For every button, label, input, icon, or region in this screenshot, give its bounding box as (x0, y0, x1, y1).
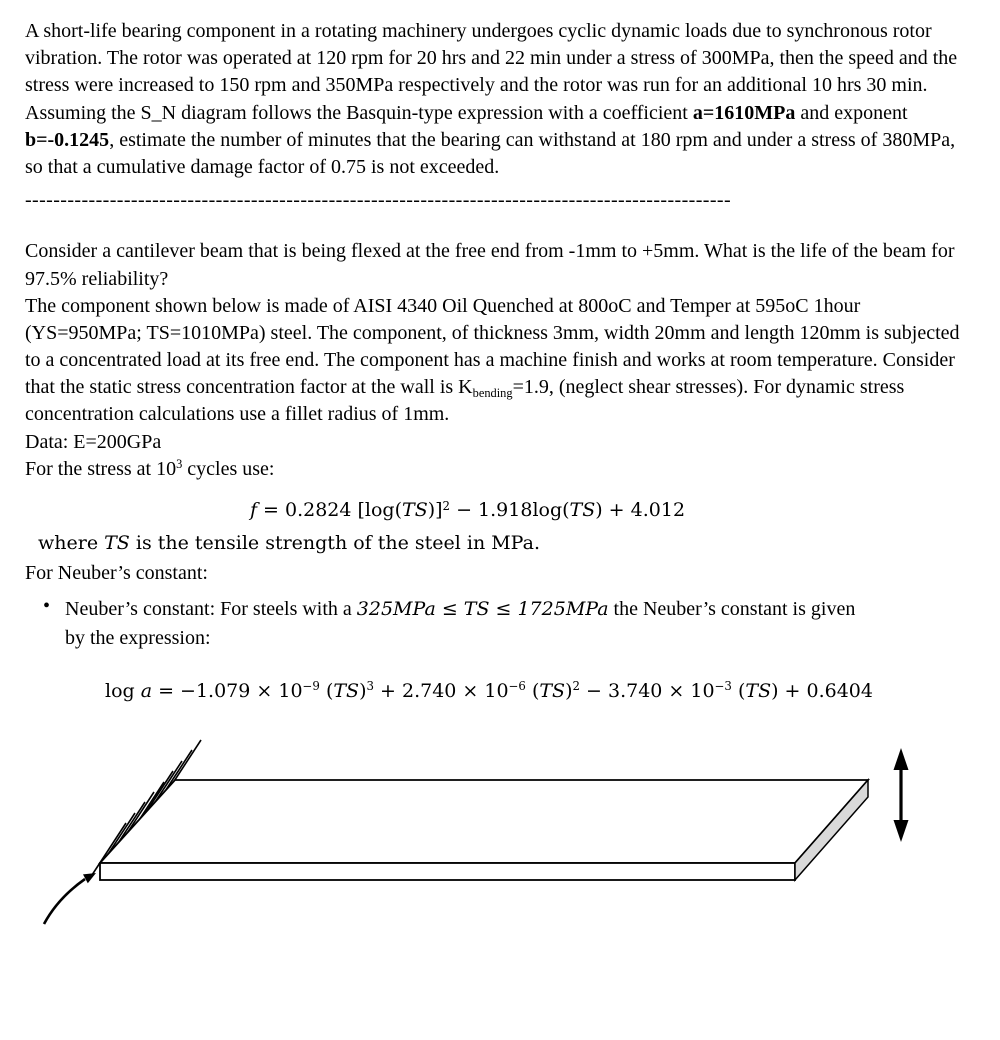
exponent-term: 2 (442, 498, 451, 513)
formula-term: )] (427, 499, 443, 521)
bullet-icon: • (43, 595, 51, 618)
problem2-body (25, 293, 970, 429)
bullet-text-part: Neuber’s constant: For steels with a (65, 598, 357, 621)
formula-term: TS (569, 499, 596, 521)
formula-term: a (140, 679, 153, 702)
displacement-arrowhead-up-icon (894, 748, 909, 770)
beam-top-face (100, 780, 868, 863)
formula-log-a (105, 680, 970, 702)
formula-term: − 1.918log( (450, 499, 570, 521)
problem2-body-text: =1.9, (neglect shear stresses). For dynamic stress concentration calculations use a fillet radius of 1mm. (25, 376, 905, 426)
formula-term: ( (525, 679, 540, 702)
ts-range-expression: 325MPa ≤ TS ≤ 1725MPa (356, 598, 609, 621)
neuber-bullet-text (65, 595, 970, 654)
stress-at-1000-cycles-line (25, 456, 970, 483)
formula-term: ) (565, 679, 573, 702)
formula-term: f (249, 499, 257, 521)
basquin-exponent-value: b=-0.1245 (25, 128, 110, 151)
basquin-coefficient-value: a=1610MPa (692, 101, 796, 124)
exponent-term: 3 (176, 457, 183, 471)
formula-term: log (105, 679, 141, 702)
load-arrow (44, 873, 96, 924)
formula-f-fraction (25, 499, 910, 521)
formula-term: ) (359, 679, 367, 702)
problem1-paragraph (25, 18, 970, 181)
stress-line-text: cycles use: (182, 457, 275, 480)
beam-front-face (100, 863, 795, 880)
stress-line-text: For the stress at 10 (25, 457, 177, 480)
problem2-intro: Consider a cantilever beam that is being flexed at the free end from -1mm to +5mm. What is the life of the beam for 97.5% reliability? (25, 240, 955, 290)
problem1-text: , estimate the number of minutes that the bearing can withstand at 180 rpm and under a stress of 380MPa, so that a cumulative damage factor of 0.75 is not exceeded. (25, 128, 956, 178)
exponent-term: −3 (714, 679, 732, 694)
cantilever-beam-diagram (0, 728, 1000, 962)
problem1-text: and exponent (795, 101, 908, 124)
bullet-text-part: the Neuber’s constant is given by the expression: (65, 598, 856, 650)
neuber-heading: For Neuber’s constant: (25, 561, 208, 584)
problem2-body-text: The component shown below is made of AISI 4340 Oil Quenched at 800oC and Temper at 595oC 1hour (YS=950MPa; TS=1010MPa) steel. The component, of thickness 3mm, width 20mm and length 120mm is subjected to a concentrated load at its free end. The component has a machine finish and works at room temperature. Consider that the static stress concentration factor at the wall is K (25, 294, 960, 399)
exponent-term: 3 (366, 679, 374, 694)
cantilever-beam-figure (0, 728, 1000, 962)
dashed-divider: ---------------------------------------------------------------------------------------------------- (25, 189, 732, 212)
neuber-bullet-item (25, 595, 970, 654)
formula-term: TS (333, 679, 360, 702)
formula-term: = 0.2824 [log( (256, 499, 403, 521)
exponent-term: 2 (572, 679, 580, 694)
problem1-text: A short-life bearing component in a rotating machinery undergoes cyclic dynamic loads due to synchronous rotor vibration. The rotor was operated at 120 rpm for 20 hrs and 22 min under a stress of 300MPa, then the speed and the stress were increased to 150 rpm and 350MPa respectively and the rotor was run for an additional 10 hrs 30 min. Assuming the S_N diagram follows the Basquin-type expression with a coefficient (25, 20, 958, 124)
exponent-term: −9 (302, 679, 320, 694)
formula-term: + 2.740 × 10 (373, 679, 509, 702)
formula-term: TS (539, 679, 566, 702)
where-text: where (38, 532, 105, 554)
formula-term: TS (745, 679, 772, 702)
formula-term: ) + 0.6404 (771, 679, 873, 702)
displacement-arrow (894, 748, 909, 842)
material-data-line: Data: E=200GPa (25, 430, 162, 453)
load-arrowhead-icon (83, 873, 96, 883)
ts-symbol: TS (104, 532, 130, 554)
formula-term: − 3.740 × 10 (580, 679, 715, 702)
formula-term: ( (731, 679, 746, 702)
formula-term: TS (402, 499, 428, 521)
formula-term: ( (319, 679, 334, 702)
k-bending-subscript: bending (472, 385, 513, 400)
where-ts-line (38, 531, 970, 557)
formula-term: ) + 4.012 (595, 499, 686, 521)
formula-term: = −1.079 × 10 (152, 679, 303, 702)
where-text: is the tensile strength of the steel in MPa. (129, 532, 540, 554)
exponent-term: −6 (508, 679, 526, 694)
displacement-arrowhead-down-icon (894, 820, 909, 842)
